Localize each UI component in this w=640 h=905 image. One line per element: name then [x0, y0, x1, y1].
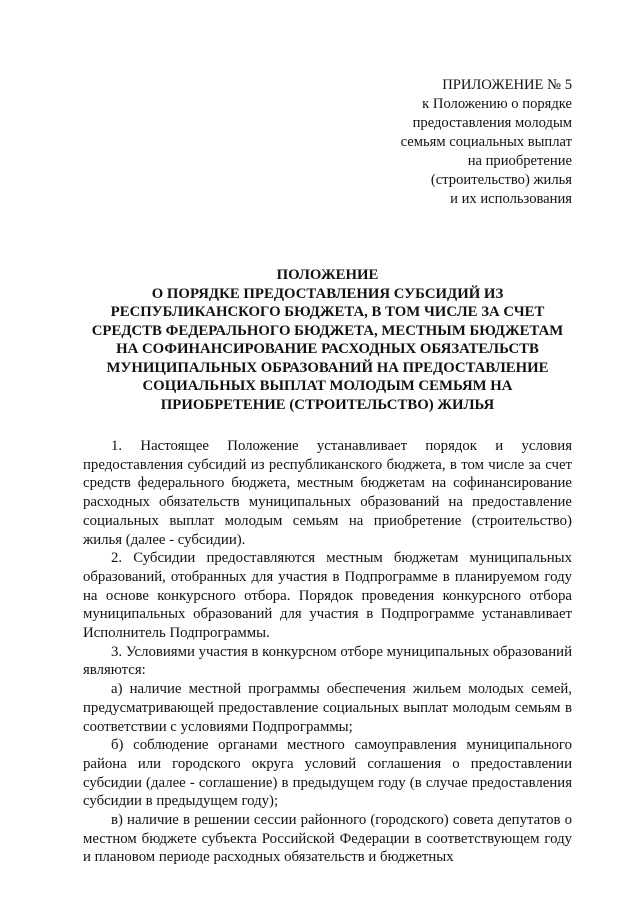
annex-title: ПРИЛОЖЕНИЕ № 5	[442, 77, 572, 93]
annex-line: и их использования	[450, 191, 572, 207]
title-line: МУНИЦИПАЛЬНЫХ ОБРАЗОВАНИЙ НА ПРЕДОСТАВЛЕНИЕ	[106, 359, 549, 376]
title-line: СРЕДСТВ ФЕДЕРАЛЬНОГО БЮДЖЕТА, МЕСТНЫМ БЮДЖЕТАМ	[91, 322, 564, 339]
title-line: ПОЛОЖЕНИЕ	[276, 267, 379, 283]
paragraph-1: 1. Настоящее Положение устанавливает порядок и условия предоставления субсидий из республиканского бюджета, в том числе за счет средств федерального бюджета, местным бюджетам на софинансирование расходных обязательств муниципальных образований на предоставление социальных выплат молодым семьям на приобретение (строительство) жилья (далее - субсидии).	[83, 438, 572, 548]
paragraph-3: 3. Условиями участия в конкурсном отборе муниципальных образований являются:	[83, 643, 572, 679]
title-line: НА СОФИНАНСИРОВАНИЕ РАСХОДНЫХ ОБЯЗАТЕЛЬСТВ	[116, 341, 539, 357]
document-title	[80, 266, 575, 414]
annex-line: к Положению о порядке	[422, 96, 572, 112]
title-line: ПРИОБРЕТЕНИЕ (СТРОИТЕЛЬСТВО) ЖИЛЬЯ	[160, 396, 495, 413]
document-body	[83, 437, 572, 867]
paragraph-3a: а) наличие местной программы обеспечения жильем молодых семей, предусматривающей предоставление социальных выплат молодым семьям в соответствии с условиями Подпрограммы;	[83, 681, 572, 735]
annex-line: (строительство) жилья	[430, 172, 572, 188]
paragraph-2: 2. Субсидии предоставляются местным бюджетам муниципальных образований, отобранных для участия в Подпрограмме в планируемом году на основе конкурсного отбора. Порядок проведения конкурсного отбора муниципальных образований для участия в Подпрограмме устанавливает Исполнитель Подпрограммы.	[83, 550, 572, 642]
annex-header	[401, 76, 572, 209]
annex-line: на приобретение	[467, 153, 572, 169]
annex-line: предоставления молодым	[412, 115, 572, 131]
paragraph-3c: в) наличие в решении сессии районного (городского) совета депутатов о местном бюджете субъекта Российской Федерации в соответствующем году и плановом периоде расходных обязательств и бюджетных	[83, 812, 572, 866]
title-line: СОЦИАЛЬНЫХ ВЫПЛАТ МОЛОДЫМ СЕМЬЯМ НА	[142, 378, 513, 394]
annex-line: семьям социальных выплат	[400, 134, 572, 150]
title-line: РЕСПУБЛИКАНСКОГО БЮДЖЕТА, В ТОМ ЧИСЛЕ ЗА СЧЕТ	[110, 304, 545, 320]
title-line: О ПОРЯДКЕ ПРЕДОСТАВЛЕНИЯ СУБСИДИЙ ИЗ	[151, 285, 504, 302]
paragraph-3b: б) соблюдение органами местного самоуправления муниципального района или городского округа условий соглашения о предоставлении субсидии (далее - соглашение) в предыдущем году (в случае предоставления субсидии в предыдущем году);	[83, 737, 572, 810]
